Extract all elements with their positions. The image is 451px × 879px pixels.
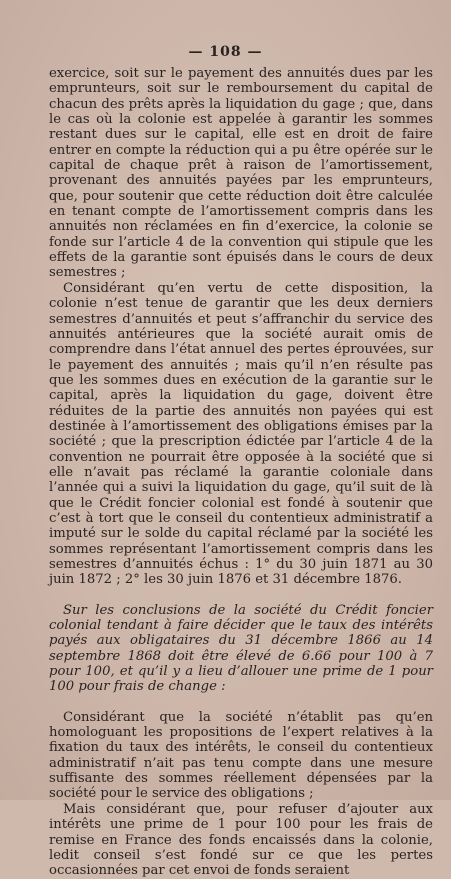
document-body: [49, 66, 433, 879]
page-number: — 108 —: [188, 44, 263, 60]
paragraph-conclusions-heading: Sur les conclusions de la société du Crédit foncier colonial tendant à faire décider que le taux des intérêts payés aux obligataires du 31 décembre 1866 au 14 septembre 1868 doit être élevé de 6.66 pour 100 à 7 pour 100, et qu’il y a lieu d’allouer une prime de 1 pour 100 pour frais de change :: [49, 602, 433, 695]
paragraph-considerant-2: Considérant que la société n’établit pas qu’en homologuant les propositions de l’expert relatives à la fixation du taux des intérêts, le conseil du contentieux administratif n’ait pas tenu compte dans une mesure suffisante des sommes réellement dépensées par la société pour le service des obligations ;: [49, 709, 433, 802]
paragraph-considerant-1: Considérant qu’en vertu de cette disposition, la colonie n’est tenue de garantir que les deux derniers semestres d’annuités et peut s’affranchir du service des annuités antérieures que la société aurait omis de comprendre dans l’état annuel des pertes éprouvées, sur le payement des annuités ; mais qu’il n’en résulte pas que les sommes dues en exécution de la garantie sur le capital, après la liquidation du gage, doivent être réduites de la partie des annuités non payées qui est destinée à l’amortissement des obligations émises par la société ; que la prescription édictée par l’article 4 de la convention ne pourrait être opposée à la société que si elle n’avait pas réclamé la garantie coloniale dans l’année qui a suivi la liquidation du gage, qu’il suit de là que le Crédit foncier colonial est fondé à soutenir que c’est à tort que le conseil du contentieux administratif a imputé sur le solde du capital réclamé par la société les sommes représentant l’amortissement compris dans les semestres d’annuités échus : 1° du 30 juin 1871 au 30 juin 1872 ; 2° les 30 juin 1876 et 31 décembre 1876.: [49, 280, 433, 588]
paragraph-continuation: exercice, soit sur le payement des annuités dues par les emprunteurs, soit sur le remboursement du capital de chacun des prêts après la liquidation du gage ; que, dans le cas où la colonie est appelée à garantir les sommes restant dues sur le capital, elle est en droit de faire entrer en compte la réduction qui a pu être opérée sur le capital de chaque prêt à raison de l’amortissement, provenant des annuités payées par les emprunteurs, que, pour soutenir que cette réduction doit être calculée en tenant compte de l’amortissement compris dans les annuités non réclamées en fin d’exercice, la colonie se fonde sur l’article 4 de la convention qui stipule que les effets de la garantie sont épuisés dans le cours de deux semestres ;: [49, 66, 433, 281]
paragraph-considerant-3: Mais considérant que, pour refuser d’ajouter aux intérêts une prime de 1 pour 100 pour les frais de remise en France des fonds encaissés dans la colonie, ledit conseil s’est fondé sur ce que les pertes occasionnées par cet envoi de fonds seraient: [49, 801, 433, 879]
